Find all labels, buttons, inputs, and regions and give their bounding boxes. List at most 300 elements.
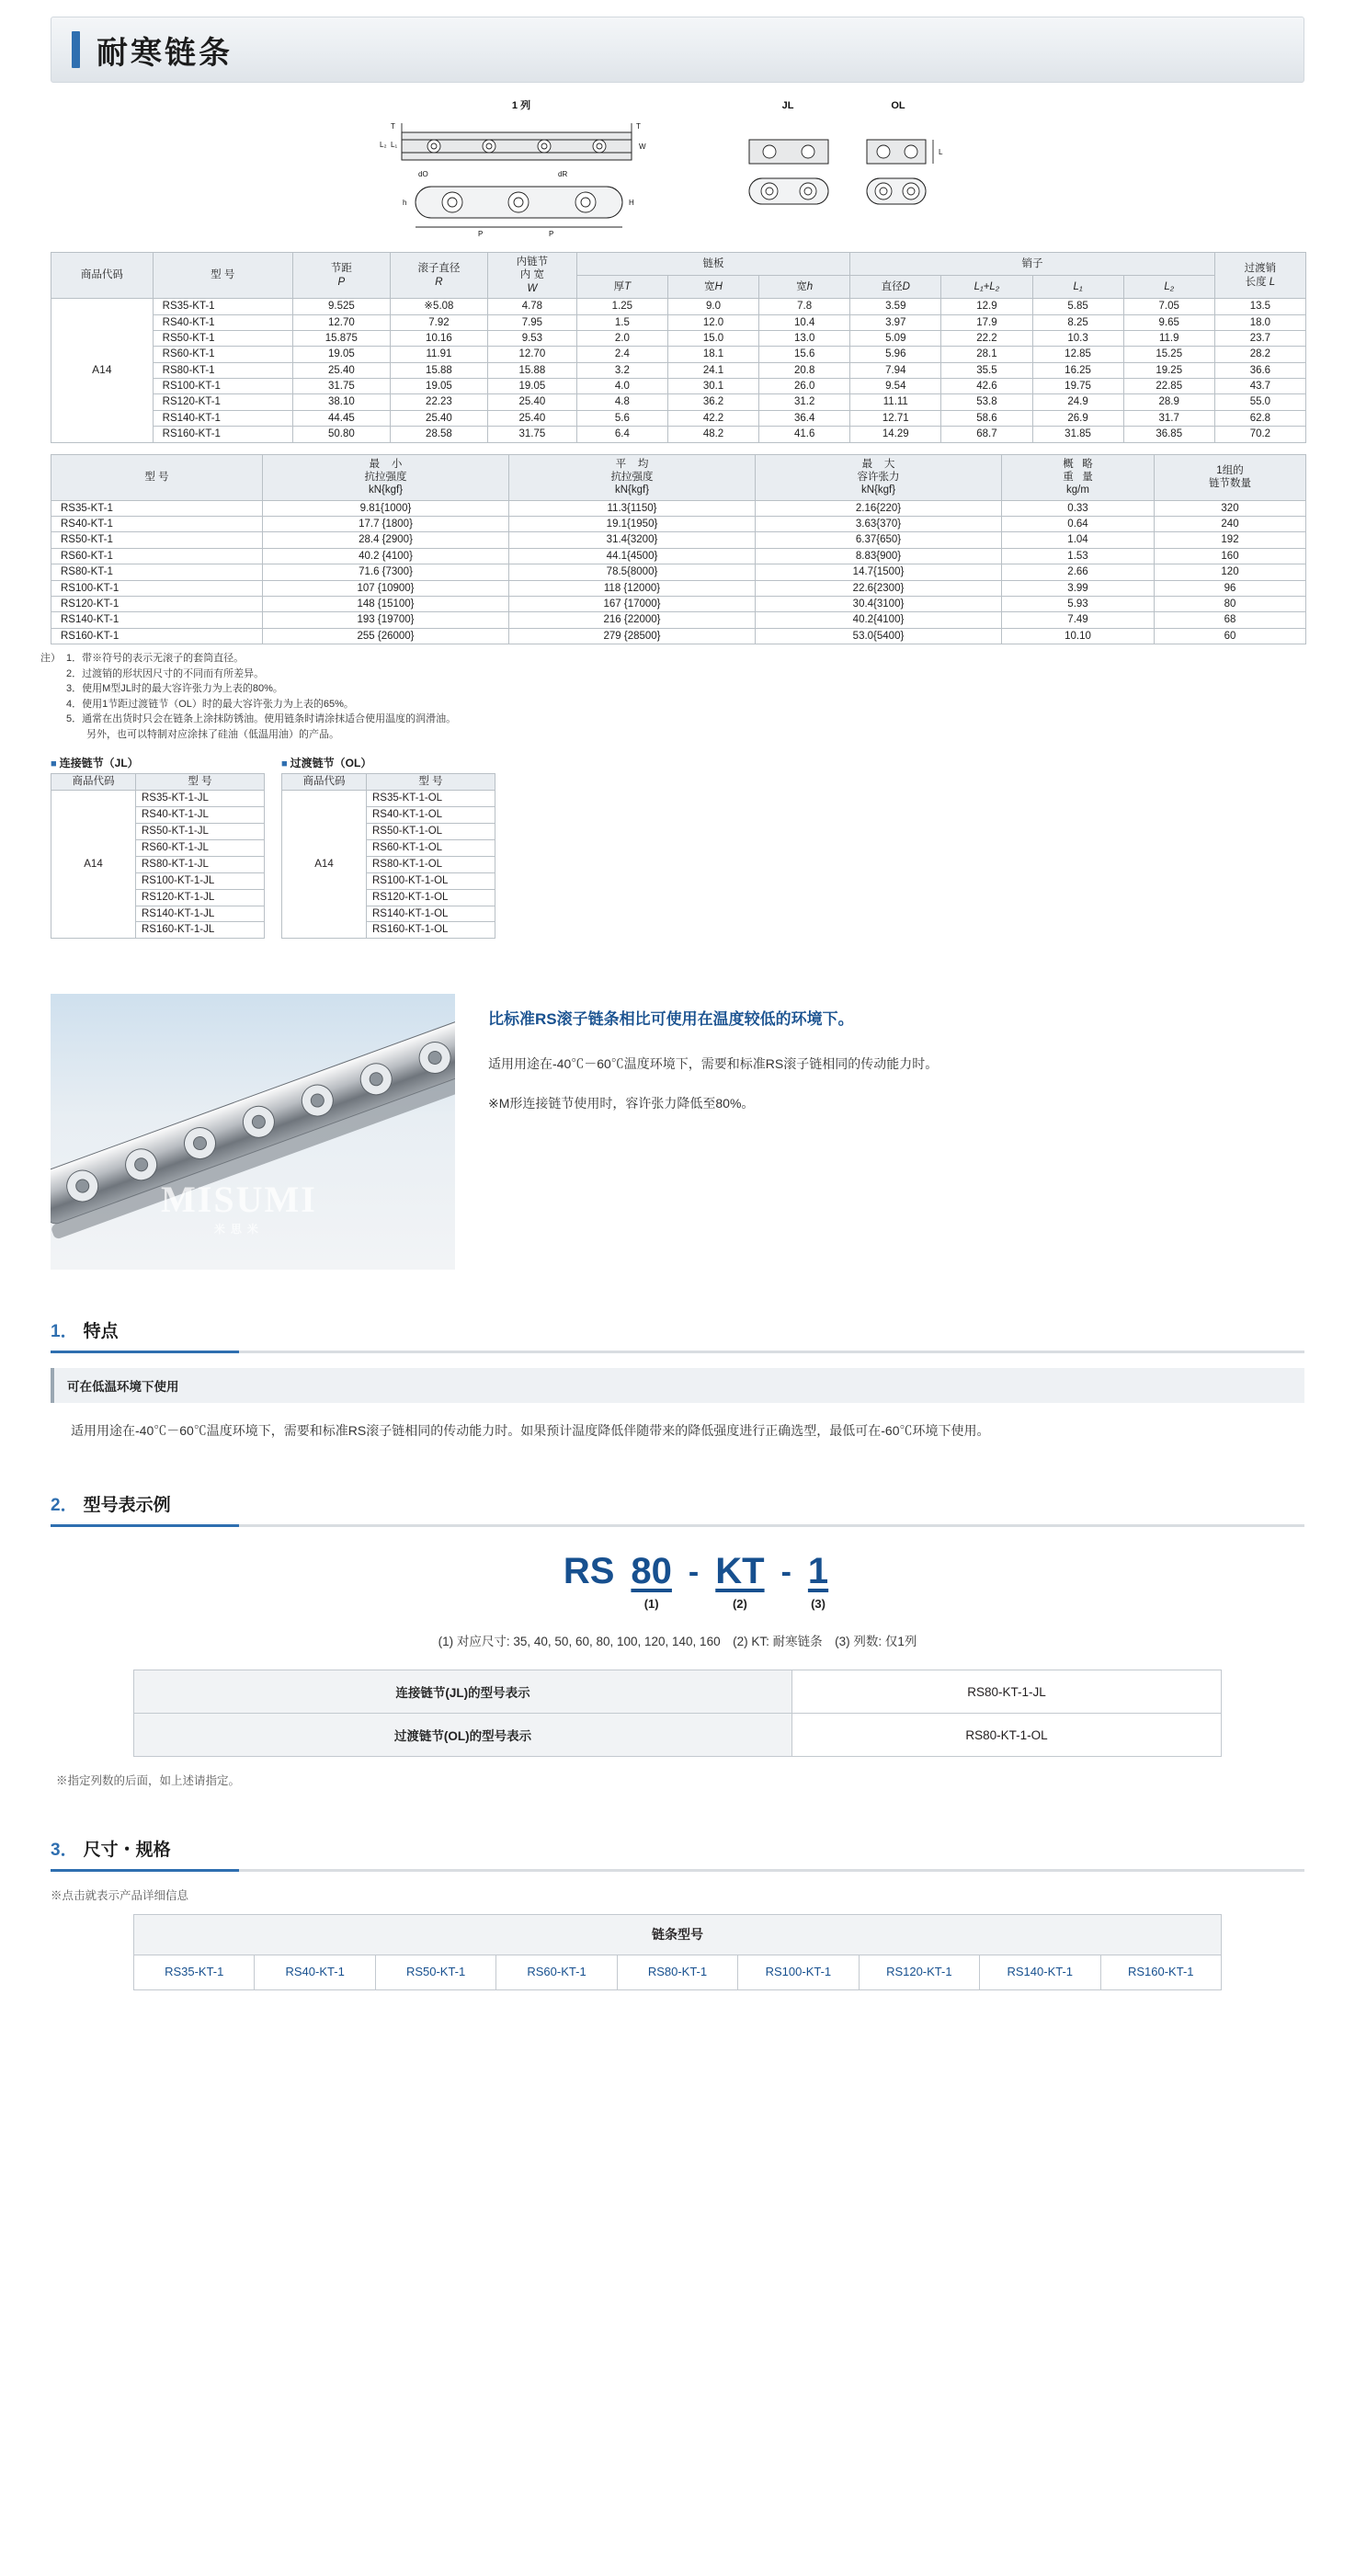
footnotes bbox=[40, 651, 1304, 742]
cell-min: 28.4 {2900} bbox=[263, 532, 509, 548]
cell-avg: 44.1{4500} bbox=[509, 548, 756, 564]
ol-cell-model: RS60-KT-1-OL bbox=[367, 839, 495, 856]
cell-weight: 7.49 bbox=[1002, 612, 1155, 628]
cell-inner-width: 4.78 bbox=[487, 299, 576, 314]
jl-block bbox=[51, 755, 265, 939]
ol-model-value: RS80-KT-1-OL bbox=[792, 1714, 1222, 1757]
cell-min: 148 {15100} bbox=[263, 596, 509, 611]
footnote-line: 1．带※符号的表示无滚子的套筒直径。 bbox=[66, 653, 245, 664]
cell-pin-L1L2: 28.1 bbox=[941, 347, 1032, 362]
model-part-1-index: (1) bbox=[643, 1597, 659, 1612]
th-links-per-set: 1组的 链节数量 bbox=[1155, 454, 1306, 500]
cell-min: 40.2 {4100} bbox=[263, 548, 509, 564]
promo-text bbox=[488, 994, 938, 1132]
chain-model-cell-4[interactable] bbox=[617, 1955, 737, 1989]
cell-pitch: 9.525 bbox=[292, 299, 390, 314]
svg-text:P: P bbox=[478, 230, 484, 238]
chain-model-link-0[interactable]: RS35-KT-1 bbox=[165, 1964, 224, 1978]
cell-plate-t: 2.0 bbox=[576, 330, 667, 346]
svg-text:JL: JL bbox=[781, 100, 794, 111]
svg-text:dO: dO bbox=[418, 170, 428, 178]
cell-roller: 28.58 bbox=[390, 427, 487, 442]
ol-cell-model: RS140-KT-1-OL bbox=[367, 906, 495, 922]
cell-pin-L1L2: 58.6 bbox=[941, 410, 1032, 426]
table-row bbox=[51, 299, 1306, 314]
cell-transition-length: 55.0 bbox=[1214, 394, 1305, 410]
jl-cell-model: RS35-KT-1-JL bbox=[136, 790, 265, 806]
cell-plate-H: 9.0 bbox=[667, 299, 758, 314]
model-part-0 bbox=[564, 1551, 615, 1597]
cell-plate-H: 48.2 bbox=[667, 427, 758, 442]
table-row bbox=[51, 330, 1306, 346]
cell-plate-t: 4.0 bbox=[576, 379, 667, 394]
cell-model: RS160-KT-1 bbox=[51, 628, 263, 644]
chain-model-link-3[interactable]: RS60-KT-1 bbox=[527, 1964, 586, 1978]
table-row bbox=[51, 379, 1306, 394]
cell-model: RS35-KT-1 bbox=[153, 299, 292, 314]
th-plate-h: 宽h bbox=[759, 276, 850, 299]
table-row bbox=[51, 532, 1306, 548]
cell-avg: 31.4{3200} bbox=[509, 532, 756, 548]
cell-min: 71.6 {7300} bbox=[263, 564, 509, 580]
cell-transition-length: 13.5 bbox=[1214, 299, 1305, 314]
cell-roller: 25.40 bbox=[390, 410, 487, 426]
th-pin-group: 销子 bbox=[850, 253, 1215, 276]
cell-pin-L2: 15.25 bbox=[1123, 347, 1214, 362]
cell-plate-h: 41.6 bbox=[759, 427, 850, 442]
model-note: ※指定列数的后面，如上述请指定。 bbox=[56, 1774, 241, 1788]
table-row bbox=[51, 790, 265, 806]
cell-allow: 2.16{220} bbox=[756, 500, 1002, 516]
promo-heading: 比标准RS滚子链条相比可使用在温度较低的环境下。 bbox=[488, 1010, 854, 1029]
cell-transition-length: 43.7 bbox=[1214, 379, 1305, 394]
cell-pin-L2: 9.65 bbox=[1123, 314, 1214, 330]
section-model-example bbox=[51, 1491, 1304, 1788]
ol-th-model: 型 号 bbox=[367, 774, 495, 791]
cell-weight: 1.53 bbox=[1002, 548, 1155, 564]
cell-pin-L2: 31.7 bbox=[1123, 410, 1214, 426]
cell-allow: 14.7{1500} bbox=[756, 564, 1002, 580]
svg-text:H: H bbox=[629, 199, 634, 207]
cell-roller: 15.88 bbox=[390, 362, 487, 378]
cell-pin-L2: 22.85 bbox=[1123, 379, 1214, 394]
cell-qty: 68 bbox=[1155, 612, 1306, 628]
cell-avg: 167 {17000} bbox=[509, 596, 756, 611]
cell-allow: 8.83{900} bbox=[756, 548, 1002, 564]
chain-model-cell-3[interactable] bbox=[496, 1955, 617, 1989]
cell-transition-length: 18.0 bbox=[1214, 314, 1305, 330]
jl-cell-model: RS140-KT-1-JL bbox=[136, 906, 265, 922]
jl-table bbox=[51, 773, 265, 939]
cell-model: RS100-KT-1 bbox=[51, 580, 263, 596]
cell-pin-D: 11.11 bbox=[850, 394, 941, 410]
promo-paragraph-1: 适用用途在-40℃－60℃温度环境下，需要和标准RS滚子链相同的传动能力时。 bbox=[488, 1055, 939, 1071]
cell-pitch: 31.75 bbox=[292, 379, 390, 394]
chain-model-cell-2[interactable] bbox=[375, 1955, 495, 1989]
cell-model: RS140-KT-1 bbox=[51, 612, 263, 628]
th-avg-strength: 平 均 抗拉强度 kN{kgf} bbox=[509, 454, 756, 500]
svg-text:L₂: L₂ bbox=[380, 141, 387, 149]
cell-transition-length: 28.2 bbox=[1214, 347, 1305, 362]
table-row bbox=[51, 564, 1306, 580]
footnote-line: 4．使用1节距过渡链节（OL）时的最大容许张力为上表的65%。 bbox=[66, 698, 354, 710]
cell-inner-width: 19.05 bbox=[487, 379, 576, 394]
cell-weight: 0.64 bbox=[1002, 517, 1155, 532]
cell-allow: 6.37{650} bbox=[756, 532, 1002, 548]
th-plate-t: 厚T bbox=[576, 276, 667, 299]
cell-inner-width: 31.75 bbox=[487, 427, 576, 442]
cell-allow: 40.2{4100} bbox=[756, 612, 1002, 628]
cell-pin-L2: 19.25 bbox=[1123, 362, 1214, 378]
section-1-underline bbox=[51, 1351, 1304, 1353]
cell-model: RS50-KT-1 bbox=[153, 330, 292, 346]
jl-model-value: RS80-KT-1-JL bbox=[792, 1670, 1222, 1714]
footnote-line: 2．过渡销的形状因尺寸的不同而有所差异。 bbox=[66, 667, 265, 679]
cell-plate-h: 36.4 bbox=[759, 410, 850, 426]
cell-plate-h: 26.0 bbox=[759, 379, 850, 394]
cell-pin-D: 5.09 bbox=[850, 330, 941, 346]
cell-transition-length: 70.2 bbox=[1214, 427, 1305, 442]
th-model2: 型 号 bbox=[51, 454, 263, 500]
model-part-2-index: (2) bbox=[732, 1597, 747, 1612]
section-3-title bbox=[51, 1836, 1304, 1869]
cell-pin-L2: 11.9 bbox=[1123, 330, 1214, 346]
cell-min: 193 {19700} bbox=[263, 612, 509, 628]
model-part-2 bbox=[715, 1551, 764, 1611]
section-2-underline bbox=[51, 1524, 1304, 1527]
cell-pitch: 19.05 bbox=[292, 347, 390, 362]
cell-pin-L1: 8.25 bbox=[1032, 314, 1123, 330]
chain-model-cell-8[interactable] bbox=[1100, 1955, 1222, 1989]
footnote-line: 5．通常在出货时只会在链条上涂抹防锈油。使用链条时请涂抹适合使用温度的润滑油。 bbox=[66, 713, 457, 724]
footnote-line: 3．使用M型JL时的最大容许张力为上表的80%。 bbox=[66, 683, 283, 694]
cell-plate-h: 7.8 bbox=[759, 299, 850, 314]
ol-th-code: 商品代码 bbox=[282, 774, 367, 791]
section-features bbox=[51, 1317, 1304, 1443]
cell-avg: 19.1{1950} bbox=[509, 517, 756, 532]
chain-model-link-2[interactable]: RS50-KT-1 bbox=[405, 1964, 466, 1978]
strength-table bbox=[51, 454, 1306, 645]
cell-pin-L1L2: 22.2 bbox=[941, 330, 1032, 346]
jl-cell-model: RS40-KT-1-JL bbox=[136, 806, 265, 823]
cell-model: RS60-KT-1 bbox=[51, 548, 263, 564]
cell-plate-t: 6.4 bbox=[576, 427, 667, 442]
cell-qty: 192 bbox=[1155, 532, 1306, 548]
chain-model-link-6[interactable]: RS120-KT-1 bbox=[886, 1964, 952, 1978]
watermark-subtext: 米思米 bbox=[213, 1223, 264, 1237]
cell-plate-h: 10.4 bbox=[759, 314, 850, 330]
model-code-example bbox=[51, 1551, 1304, 1611]
cell-inner-width: 25.40 bbox=[487, 394, 576, 410]
cell-roller: 7.92 bbox=[390, 314, 487, 330]
cell-inner-width: 25.40 bbox=[487, 410, 576, 426]
chain-model-cell-7[interactable] bbox=[980, 1955, 1100, 1989]
cell-plate-t: 5.6 bbox=[576, 410, 667, 426]
ol-table bbox=[281, 773, 495, 939]
cell-pin-L1: 26.9 bbox=[1032, 410, 1123, 426]
th-pin-L2: L₂ bbox=[1123, 276, 1214, 299]
svg-text:T: T bbox=[391, 122, 395, 131]
th-plate-group: 链板 bbox=[576, 253, 849, 276]
cell-roller: ※5.08 bbox=[390, 299, 487, 314]
model-dash-1: - bbox=[688, 1555, 700, 1590]
dimension-table bbox=[51, 252, 1306, 443]
th-pin-L1: L₁ bbox=[1032, 276, 1123, 299]
svg-text:dR: dR bbox=[558, 170, 568, 178]
th-pin-L1L2: L₁+L₂ bbox=[941, 276, 1032, 299]
svg-text:L₁: L₁ bbox=[391, 141, 398, 149]
footnote-line: 另外，也可以特制对应涂抹了硅油（低温用油）的产品。 bbox=[66, 728, 339, 740]
table-row bbox=[51, 500, 1306, 516]
table-row bbox=[51, 580, 1306, 596]
cell-min: 107 {10900} bbox=[263, 580, 509, 596]
product-photo bbox=[51, 994, 455, 1270]
cell-weight: 1.04 bbox=[1002, 532, 1155, 548]
cell-pin-L1: 16.25 bbox=[1032, 362, 1123, 378]
cell-roller: 10.16 bbox=[390, 330, 487, 346]
model-part-3 bbox=[808, 1551, 828, 1611]
cell-model: RS80-KT-1 bbox=[51, 564, 263, 580]
table-row bbox=[51, 628, 1306, 644]
ol-cell-model: RS40-KT-1-OL bbox=[367, 806, 495, 823]
section-2-number: 2． bbox=[51, 1496, 78, 1516]
cell-qty: 160 bbox=[1155, 548, 1306, 564]
th-allowable-tension: 最 大 容许张力 kN{kgf} bbox=[756, 454, 1002, 500]
cell-inner-width: 12.70 bbox=[487, 347, 576, 362]
watermark-text: MISUMI bbox=[161, 1179, 317, 1221]
section-3-underline bbox=[51, 1869, 1304, 1872]
ol-block bbox=[281, 755, 495, 939]
cell-avg: 11.3{1150} bbox=[509, 500, 756, 516]
cell-weight: 10.10 bbox=[1002, 628, 1155, 644]
cell-plate-t: 2.4 bbox=[576, 347, 667, 362]
model-part-0-text: RS bbox=[563, 1551, 615, 1592]
cell-model: RS40-KT-1 bbox=[153, 314, 292, 330]
cell-inner-width: 15.88 bbox=[487, 362, 576, 378]
jl-cell-model: RS60-KT-1-JL bbox=[136, 839, 265, 856]
ol-caption: ■ 过渡链节（OL） bbox=[281, 755, 495, 770]
chain-drawing-svg bbox=[218, 96, 1137, 243]
chain-model-link-8[interactable]: RS160-KT-1 bbox=[1127, 1964, 1194, 1978]
chain-model-link-4[interactable]: RS80-KT-1 bbox=[647, 1964, 708, 1978]
cell-plate-t: 4.8 bbox=[576, 394, 667, 410]
section-3-hint: ※点击就表示产品详细信息 bbox=[51, 1889, 189, 1903]
chain-model-table-header: 链条型号 bbox=[134, 1915, 1222, 1955]
ol-cell-model: RS80-KT-1-OL bbox=[367, 856, 495, 872]
svg-text:L: L bbox=[939, 148, 943, 156]
cell-model: RS35-KT-1 bbox=[51, 500, 263, 516]
page-title: 耐寒链条 bbox=[97, 35, 233, 71]
table-row bbox=[282, 790, 495, 806]
cell-plate-H: 42.2 bbox=[667, 410, 758, 426]
cell-min: 9.81{1000} bbox=[263, 500, 509, 516]
cell-model: RS50-KT-1 bbox=[51, 532, 263, 548]
cell-allow: 30.4{3100} bbox=[756, 596, 1002, 611]
cell-transition-length: 36.6 bbox=[1214, 362, 1305, 378]
cell-pin-L1L2: 12.9 bbox=[941, 299, 1032, 314]
cell-qty: 320 bbox=[1155, 500, 1306, 516]
section-3-heading: 尺寸・规格 bbox=[83, 1841, 171, 1861]
th-min-strength: 最 小 抗拉强度 kN{kgf} bbox=[263, 454, 509, 500]
cell-plate-H: 18.1 bbox=[667, 347, 758, 362]
model-part-1 bbox=[631, 1551, 672, 1611]
cell-pin-L2: 36.85 bbox=[1123, 427, 1214, 442]
cell-plate-h: 13.0 bbox=[759, 330, 850, 346]
cell-allow: 22.6{2300} bbox=[756, 580, 1002, 596]
cell-pin-D: 7.94 bbox=[850, 362, 941, 378]
cell-pin-L1L2: 17.9 bbox=[941, 314, 1032, 330]
cell-roller: 11.91 bbox=[390, 347, 487, 362]
ol-cell-model: RS50-KT-1-OL bbox=[367, 823, 495, 839]
cell-plate-h: 15.6 bbox=[759, 347, 850, 362]
dimension-table-wrapper bbox=[51, 252, 1304, 443]
cell-weight: 2.66 bbox=[1002, 564, 1155, 580]
cell-model: RS40-KT-1 bbox=[51, 517, 263, 532]
cell-transition-length: 62.8 bbox=[1214, 410, 1305, 426]
page-root bbox=[0, 17, 1355, 2576]
jl-cell-model: RS50-KT-1-JL bbox=[136, 823, 265, 839]
cell-roller: 19.05 bbox=[390, 379, 487, 394]
svg-text:OL: OL bbox=[891, 100, 905, 111]
chain-model-link-1[interactable]: RS40-KT-1 bbox=[285, 1964, 345, 1978]
cell-plate-H: 24.1 bbox=[667, 362, 758, 378]
th-inner-width: 内链节 内 宽 W bbox=[487, 253, 576, 299]
strength-table-wrapper bbox=[51, 454, 1304, 645]
feature-box-title: 可在低温环境下使用 bbox=[51, 1368, 1304, 1403]
ol-cell-code: A14 bbox=[282, 790, 367, 938]
cell-pin-D: 5.96 bbox=[850, 347, 941, 362]
cell-qty: 240 bbox=[1155, 517, 1306, 532]
header-accent-bar bbox=[72, 31, 80, 68]
chain-model-cell-6[interactable] bbox=[859, 1955, 979, 1989]
cell-allow: 53.0{5400} bbox=[756, 628, 1002, 644]
cell-pin-L1L2: 35.5 bbox=[941, 362, 1032, 378]
svg-text:W: W bbox=[639, 142, 646, 151]
cell-pin-L1: 5.85 bbox=[1032, 299, 1123, 314]
th-model: 型 号 bbox=[153, 253, 292, 299]
table-row bbox=[51, 394, 1306, 410]
model-part-1-text: 80 bbox=[631, 1551, 672, 1592]
model-part-3-index: (3) bbox=[811, 1597, 826, 1612]
cell-min: 17.7 {1800} bbox=[263, 517, 509, 532]
jl-th-code: 商品代码 bbox=[51, 774, 136, 791]
cell-transition-length: 23.7 bbox=[1214, 330, 1305, 346]
svg-text:1 列: 1 列 bbox=[511, 100, 531, 111]
table-row bbox=[51, 612, 1306, 628]
cell-model: RS100-KT-1 bbox=[153, 379, 292, 394]
cell-pin-L1: 24.9 bbox=[1032, 394, 1123, 410]
strength-table-body bbox=[51, 500, 1306, 644]
cell-pin-D: 3.97 bbox=[850, 314, 941, 330]
model-part-3-text: 1 bbox=[807, 1551, 829, 1592]
jl-cell-model: RS80-KT-1-JL bbox=[136, 856, 265, 872]
cell-avg: 279 {28500} bbox=[509, 628, 756, 644]
model-part-2-text: KT bbox=[715, 1551, 765, 1592]
th-pin-D: 直径D bbox=[850, 276, 941, 299]
cell-pin-L1L2: 68.7 bbox=[941, 427, 1032, 442]
cell-pin-L1: 31.85 bbox=[1032, 427, 1123, 442]
ol-cell-model: RS120-KT-1-OL bbox=[367, 889, 495, 906]
table-row bbox=[51, 517, 1306, 532]
table-row bbox=[51, 410, 1306, 426]
section-dimensions-spec bbox=[51, 1836, 1304, 1989]
table-row bbox=[51, 314, 1306, 330]
table-row bbox=[51, 362, 1306, 378]
chain-model-link-7[interactable]: RS140-KT-1 bbox=[1007, 1964, 1074, 1978]
cell-model: RS160-KT-1 bbox=[153, 427, 292, 442]
cell-weight: 5.93 bbox=[1002, 596, 1155, 611]
th-pitch: 节距 P bbox=[292, 253, 390, 299]
svg-text:P: P bbox=[549, 230, 554, 238]
ol-cell-model: RS100-KT-1-OL bbox=[367, 872, 495, 889]
cell-plate-h: 31.2 bbox=[759, 394, 850, 410]
th-code: 商品代码 bbox=[51, 253, 154, 299]
cell-allow: 3.63{370} bbox=[756, 517, 1002, 532]
cell-plate-H: 12.0 bbox=[667, 314, 758, 330]
cell-pitch: 50.80 bbox=[292, 427, 390, 442]
cell-inner-width: 9.53 bbox=[487, 330, 576, 346]
table-row bbox=[134, 1714, 1222, 1757]
cell-plate-H: 15.0 bbox=[667, 330, 758, 346]
table-row bbox=[134, 1670, 1222, 1714]
cell-pitch: 12.70 bbox=[292, 314, 390, 330]
cell-model: RS60-KT-1 bbox=[153, 347, 292, 362]
footnote-label: 注） bbox=[40, 653, 61, 664]
cell-model: RS120-KT-1 bbox=[51, 596, 263, 611]
cell-model: RS120-KT-1 bbox=[153, 394, 292, 410]
cell-qty: 60 bbox=[1155, 628, 1306, 644]
table-row bbox=[51, 596, 1306, 611]
dimension-table-body bbox=[51, 299, 1306, 442]
cell-plate-h: 20.8 bbox=[759, 362, 850, 378]
chain-model-link-5[interactable]: RS100-KT-1 bbox=[765, 1964, 832, 1978]
cell-qty: 120 bbox=[1155, 564, 1306, 580]
chain-model-cell-1[interactable] bbox=[255, 1955, 375, 1989]
cell-plate-t: 1.5 bbox=[576, 314, 667, 330]
cell-pin-L1L2: 42.6 bbox=[941, 379, 1032, 394]
section-1-number: 1． bbox=[51, 1322, 78, 1342]
jl-th-model: 型 号 bbox=[136, 774, 265, 791]
cell-pitch: 44.45 bbox=[292, 410, 390, 426]
cell-pitch: 25.40 bbox=[292, 362, 390, 378]
ol-cell-model: RS35-KT-1-OL bbox=[367, 790, 495, 806]
cell-min: 255 {26000} bbox=[263, 628, 509, 644]
cell-plate-H: 30.1 bbox=[667, 379, 758, 394]
cell-avg: 78.5{8000} bbox=[509, 564, 756, 580]
cell-weight: 3.99 bbox=[1002, 580, 1155, 596]
promo-section bbox=[51, 994, 1304, 1270]
cell-pin-L1: 12.85 bbox=[1032, 347, 1123, 362]
page-header-banner bbox=[51, 17, 1304, 83]
cell-pin-L2: 28.9 bbox=[1123, 394, 1214, 410]
cell-plate-H: 36.2 bbox=[667, 394, 758, 410]
jl-cell-model: RS100-KT-1-JL bbox=[136, 872, 265, 889]
section-2-title bbox=[51, 1491, 1304, 1524]
model-legend: (1) 对应尺寸: 35, 40, 50, 60, 80, 100, 120, 140, 160 (2) KT: 耐寒链条 (3) 列数: 仅1列 bbox=[438, 1635, 917, 1649]
section-3-number: 3． bbox=[51, 1841, 78, 1861]
chain-model-cell-5[interactable] bbox=[738, 1955, 859, 1989]
cell-pin-L1L2: 53.8 bbox=[941, 394, 1032, 410]
cell-pin-L1: 10.3 bbox=[1032, 330, 1123, 346]
link-tables bbox=[51, 755, 1304, 939]
cell-model: RS140-KT-1 bbox=[153, 410, 292, 426]
cell-inner-width: 7.95 bbox=[487, 314, 576, 330]
table-row bbox=[51, 427, 1306, 442]
section-1-title bbox=[51, 1317, 1304, 1351]
chain-model-cell-0[interactable] bbox=[134, 1955, 255, 1989]
cell-pitch: 15.875 bbox=[292, 330, 390, 346]
svg-text:T: T bbox=[636, 122, 641, 131]
